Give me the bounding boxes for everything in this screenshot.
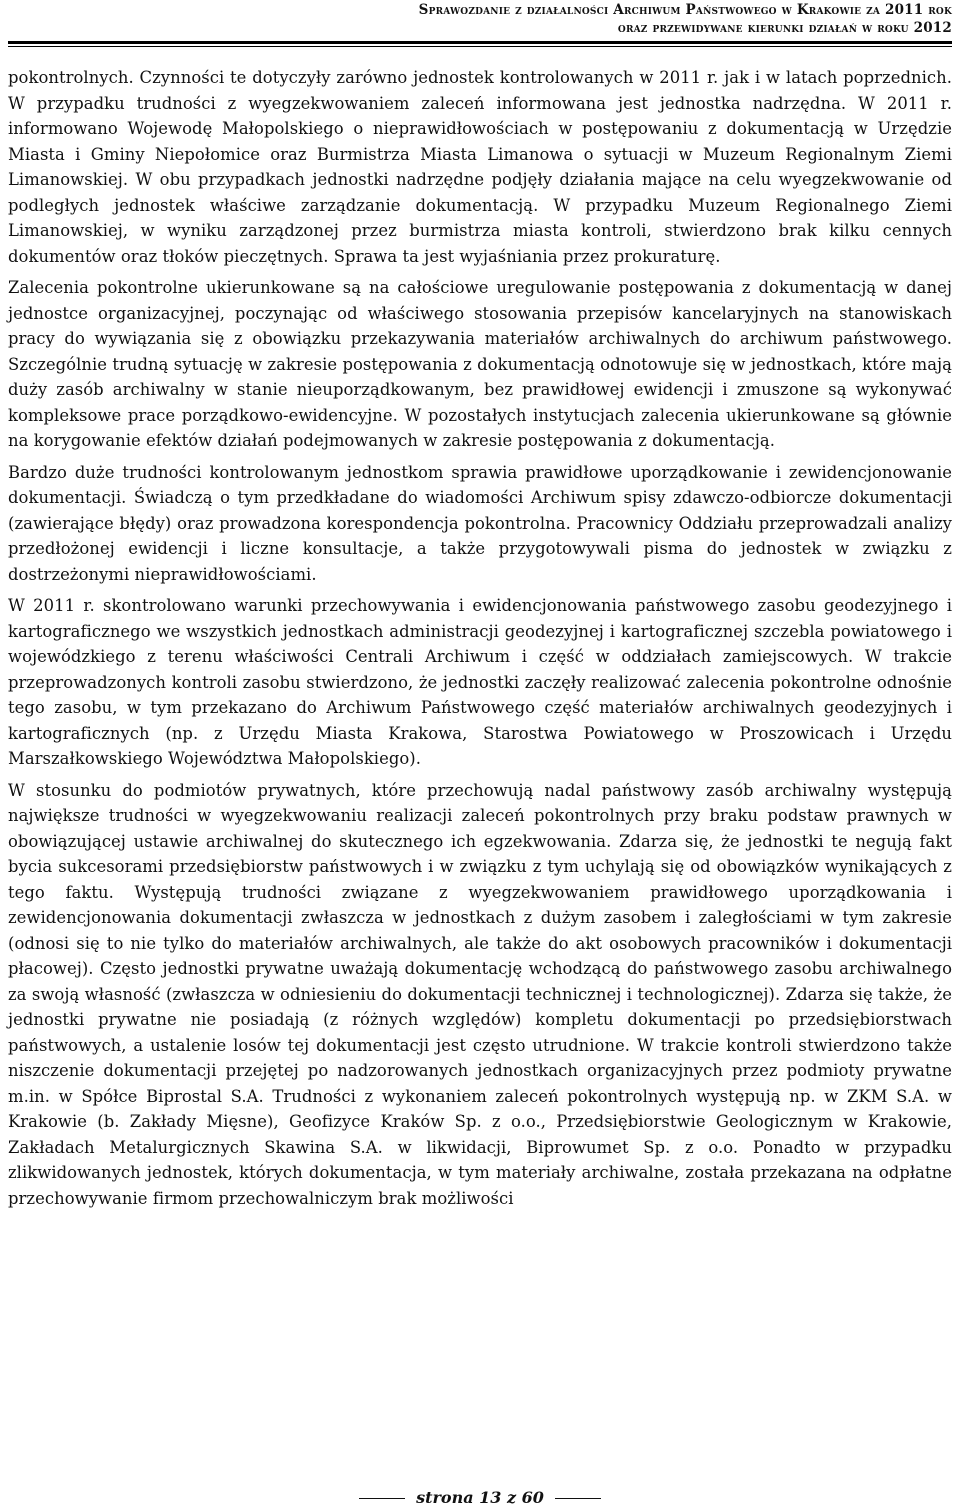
paragraph-1: pokontrolnych. Czynności te dotyczyły zarówno jednostek kontrolowanych w 2011 r. jak i w latach poprzednich. W przypadku trudności z wyegzekwowaniem zaleceń informowana jest jednostka nadrzędna. W 2011 r. informowano Wojewodę Małopolskiego o nieprawidłowościach w postępowaniu z dokumentacją w Urzędzie Miasta i Gminy Niepołomice oraz Burmistrza Miasta Limanowa o sytuacji w Muzeum Regionalnym Ziemi Limanowskiej. W obu przypadkach jednostki nadrzędne podjęły działania mające na celu wyegzekwowanie od podległych jednostek właściwe zarządzanie dokumentacją. W przypadku Muzeum Regionalnego Ziemi Limanowskiej, w wyniku zarządzonej przez burmistrza miasta kontroli, stwierdzono brak kilku cennych dokumentów oraz tłoków pieczętnych. Sprawa ta jest wyjaśniania przez prokuraturę.	[8, 68, 952, 266]
header-title-line1: Sprawozdanie z działalności Archiwum Państwowego w Krakowie za 2011 rok	[418, 2, 952, 18]
footer-dash-right	[555, 1498, 601, 1499]
paragraph-3: Bardzo duże trudności kontrolowanym jednostkom sprawia prawidłowe uporządkowanie i zewidencjonowanie dokumentacji. Świadczą o tym przedkładane do wiadomości Archiwum spisy zdawczo-odbiorcze dokumentacji (zawierające błędy) oraz prowadzona korespondencja pokontrolna. Pracownicy Oddziału przeprowadzali analizy przedłożonej ewidencji i liczne konsultacje, a także przygotowywali pisma do jednostek w związku z dostrzeżonymi nieprawidłowościami.	[8, 462, 952, 584]
page-footer	[0, 1488, 960, 1507]
document-body	[8, 65, 952, 1217]
page-number: strona 13 z 60	[416, 1488, 544, 1507]
header-title-line2: oraz przewidywane kierunki działań w roku 2012	[617, 20, 952, 36]
paragraph-4: W 2011 r. skontrolowano warunki przechowywania i ewidencjonowania państwowego zasobu geodezyjnego i kartograficznego we wszystkich jednostkach administracji geodezyjnej i kartograficznej szczebla powiatowego i wojewódzkiego z terenu właściwości Centrali Archiwum i część w oddziałach zamiejscowych. W trakcie przeprowadzonych kontroli zasobu stwierdzono, że jednostki zaczęły realizować zalecenia pokontrolne odnośnie tego zasobu, w tym przekazano do Archiwum Państwowego część materiałów archiwalnych geodezyjnych i kartograficznych (np. z Urzędu Miasta Krakowa, Starostwa Powiatowego w Proszowicach i Urzędu Marszałkowskiego Województwa Małopolskiego).	[8, 596, 952, 768]
header-rule-thick	[8, 41, 952, 44]
paragraph-2: Zalecenia pokontrolne ukierunkowane są na całościowe uregulowanie postępowania z dokumentacją w danej jednostce organizacyjnej, poczynając od właściwego stosowania przepisów kancelaryjnych na stanowiskach pracy do wywiązania się z obowiązku przekazywania materiałów archiwalnych do archiwum państwowego. Szczególnie trudną sytuację w zakresie postępowania z dokumentacją odnotowuje się w jednostkach, które mają duży zasób archiwalny w stanie nieuporządkowanym, bez prawidłowej ewidencji i zmuszone są wykonywać kompleksowe prace porządkowo-ewidencyjne. W pozostałych instytucjach zalecenia ukierunkowane są głównie na korygowanie efektów działań podejmowanych w zakresie postępowania z dokumentacją.	[8, 278, 952, 450]
header-rule-thin	[8, 46, 952, 47]
paragraph-5: W stosunku do podmiotów prywatnych, które przechowują nadal państwowy zasób archiwalny występują największe trudności w wyegzekwowaniu realizacji zaleceń pokontrolnych przy braku podstaw prawnych w obowiązującej ustawie archiwalnej do skutecznego ich egzekwowania. Zdarza się, że jednostki te negują fakt bycia sukcesorami przedsiębiorstw państwowych i w związku z tym uchylają się od obowiązków wynikających z tego faktu. Występują trudności związane z wyegzekwowaniem prawidłowego uporządkowania i zewidencjonowania dokumentacji zwłaszcza w jednostkach z dużym zasobem i zaległościami w tym zakresie (odnosi się to nie tylko do materiałów archiwalnych, ale także do akt osobowych pracowników i dokumentacji płacowej). Często jednostki prywatne uważają dokumentację wchodzącą do państwowego zasobu archiwalnego za swoją własność (zwłaszcza w odniesieniu do dokumentacji technicznej i technologicznej). Zdarza się także, że jednostki prywatne nie posiadają (z różnych względów) kompletu dokumentacji po przedsiębiorstwach państwowych, a ustalenie losów tej dokumentacji jest często utrudnione. W trakcie kontroli stwierdzono także niszczenie dokumentacji przejętej po nadzorowanych jednostkach organizacyjnych przez podmioty prywatne m.in. w Spółce Biprostal S.A. Trudności z wykonaniem zaleceń pokontrolnych występują np. w ZKM S.A. w Krakowie (b. Zakłady Mięsne), Geofizyce Kraków Sp. z o.o., Przedsiębiorstwie Geologicznym w Krakowie, Zakładach Metalurgicznych Skawina S.A. w likwidacji, Biprowumet Sp. z o.o. Ponadto w przypadku zlikwidowanych jednostek, których dokumentacja, w tym materiały archiwalne, została przekazana na odpłatne przechowywanie firmom przechowalniczym brak możliwości	[8, 780, 952, 1208]
footer-dash-left	[359, 1498, 405, 1499]
